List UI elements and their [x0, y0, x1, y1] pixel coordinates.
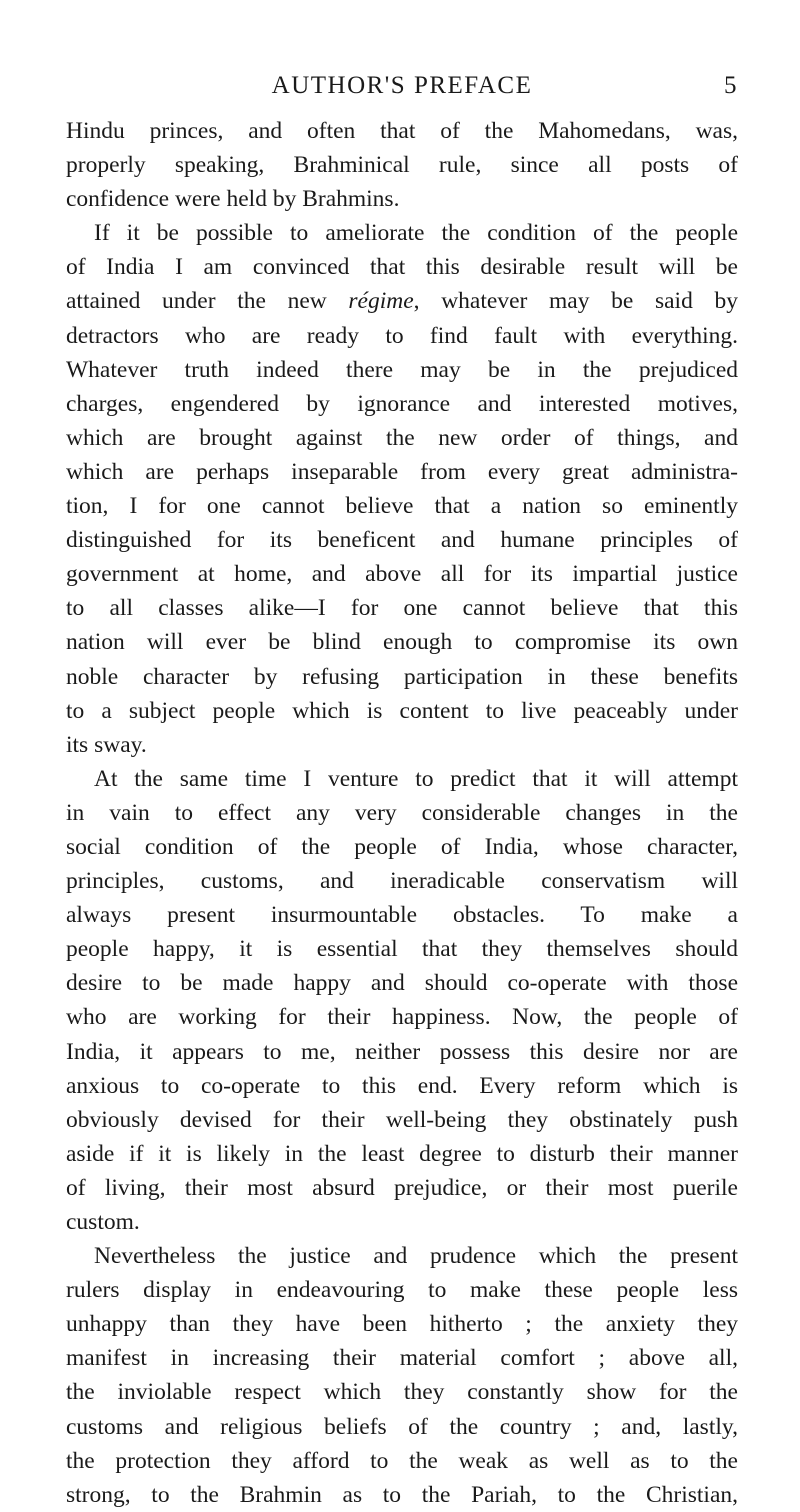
text-line: custom.: [66, 1209, 140, 1235]
text-line: always present insurmountable obstacles. To make a: [66, 902, 738, 929]
text-line: which are brought against the new order of things, and: [66, 424, 738, 451]
text-line: tion, I for one cannot believe that a nation so eminently: [66, 493, 738, 520]
text-line: At the same time I venture to predict that it will attempt: [94, 765, 738, 792]
text-line: the inviolable respect which they constantly show for the: [66, 1379, 738, 1406]
text-line: [66, 284, 738, 318]
text-line: to a subject people which is content to live peaceably under: [66, 697, 738, 724]
text-line: noble character by refusing participation in these benefits: [66, 663, 738, 690]
text-line: to all classes alike—I for one cannot believe that this: [66, 595, 738, 622]
text-line: in vain to effect any very considerable changes in the: [66, 799, 738, 826]
text-line: desire to be made happy and should co-operate with those: [66, 970, 738, 997]
text-line: distinguished for its beneficent and humane principles of: [66, 527, 738, 554]
italic-word: régime: [348, 288, 414, 315]
text-line: principles, customs, and ineradicable conservatism will: [66, 868, 738, 895]
text-line: aside if it is likely in the least degree to disturb their manner: [66, 1140, 738, 1167]
text-line: If it be possible to ameliorate the condition of the people: [94, 220, 738, 247]
text-line: Whatever truth indeed there may be in the prejudiced: [66, 356, 738, 383]
text-line: customs and religious beliefs of the country ; and, lastly,: [66, 1413, 738, 1440]
text-line: charges, engendered by ignorance and interested motives,: [66, 390, 738, 417]
running-title: AUTHOR'S PREFACE: [271, 72, 533, 99]
paragraph-3: [66, 762, 738, 1239]
text-line: India, it appears to me, neither possess this desire nor are: [66, 1038, 738, 1065]
page-number: 5: [724, 72, 738, 99]
body-text: [66, 114, 738, 1512]
text-fragment: , whatever may be said by: [413, 288, 738, 315]
text-line: the protection they afford to the weak as well as to the: [66, 1447, 738, 1474]
text-line: detractors who are ready to find fault with everything.: [66, 322, 738, 349]
text-line: which are perhaps inseparable from every great administra-: [66, 458, 738, 485]
text-line: anxious to co-operate to this end. Every reform which is: [66, 1072, 738, 1099]
paragraph-2: [66, 216, 738, 762]
text-line: strong, to the Brahmin as to the Pariah, to the Christian,: [66, 1481, 738, 1508]
text-line: Nevertheless the justice and prudence which the present: [94, 1243, 738, 1270]
text-fragment: attained under the new: [66, 288, 349, 315]
paragraph-4: [66, 1239, 738, 1512]
text-line: manifest in increasing their material comfort ; above all,: [66, 1345, 738, 1372]
text-line: its sway.: [66, 731, 147, 758]
text-line: people happy, it is essential that they themselves should: [66, 936, 738, 963]
text-line: unhappy than they have been hitherto ; the anxiety they: [66, 1311, 738, 1338]
text-line: rulers display in endeavouring to make these people less: [66, 1277, 738, 1304]
text-line: government at home, and above all for its impartial justice: [66, 561, 738, 588]
text-line: Hindu princes, and often that of the Mahomedans, was,: [66, 118, 738, 144]
text-line: social condition of the people of India, whose character,: [66, 833, 738, 860]
text-line: confidence were held by Brahmins.: [66, 186, 400, 213]
text-line: properly speaking, Brahminical rule, since all posts of: [66, 152, 738, 179]
text-line: who are working for their happiness. Now, the people of: [66, 1004, 738, 1031]
text-line: of India I am convinced that this desirable result will be: [66, 254, 738, 281]
paragraph-1: [66, 114, 738, 216]
text-line: obviously devised for their well-being they obstinately push: [66, 1106, 738, 1133]
text-line: of living, their most absurd prejudice, or their most puerile: [66, 1174, 738, 1201]
running-head: [66, 68, 738, 104]
text-line: nation will ever be blind enough to compromise its own: [66, 629, 738, 656]
